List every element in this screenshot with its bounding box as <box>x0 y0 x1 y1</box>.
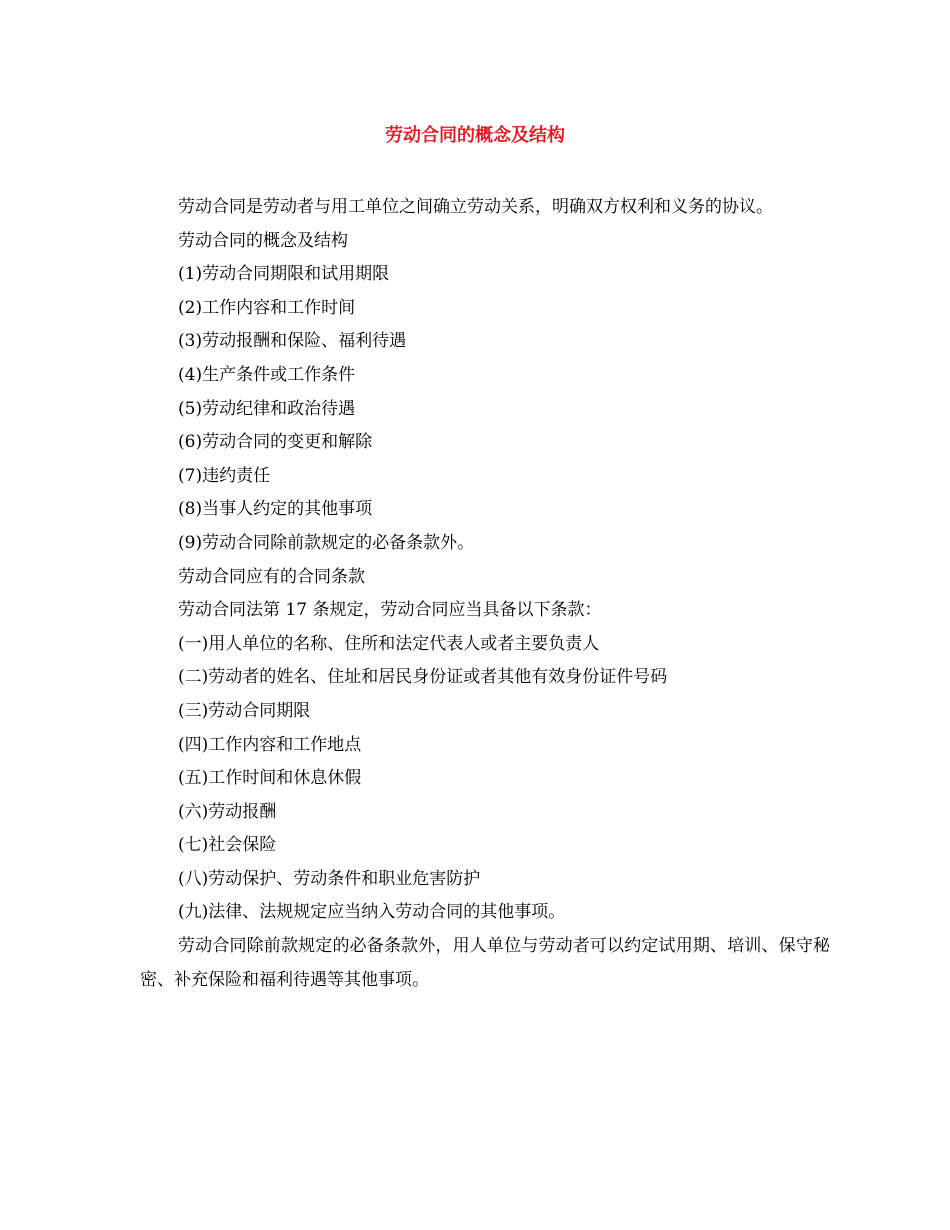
list-item: (4)生产条件或工作条件 <box>178 364 356 385</box>
list-item: (7)违约责任 <box>178 465 271 486</box>
closing-paragraph: 劳动合同除前款规定的必备条款外，用人单位与劳动者可以约定试用期、培训、保守秘密、补充保险和福利待遇等其他事项。 <box>140 936 830 990</box>
list-item: (2)工作内容和工作时间 <box>178 297 356 318</box>
clause-item: (八)劳动保护、劳动条件和职业危害防护 <box>178 868 481 889</box>
clause-item: (七)社会保险 <box>178 835 277 856</box>
list-item: (9)劳动合同除前款规定的必备条款外。 <box>178 532 475 553</box>
clause-item: (六)劳动报酬 <box>178 801 277 822</box>
clause-item: (四)工作内容和工作地点 <box>178 734 362 755</box>
clause-item: (九)法律、法规规定应当纳入劳动合同的其他事项。 <box>178 902 566 923</box>
list-item: (8)当事人约定的其他事项 <box>178 499 373 520</box>
document-title: 劳动合同的概念及结构 <box>385 125 565 146</box>
list-item: (6)劳动合同的变更和解除 <box>178 432 373 453</box>
section-heading-clauses: 劳动合同应有的合同条款 <box>178 566 365 587</box>
section-heading-structure: 劳动合同的概念及结构 <box>178 230 348 251</box>
clause-item: (二)劳动者的姓名、住址和居民身份证或者其他有效身份证件号码 <box>178 667 668 688</box>
list-item: (1)劳动合同期限和试用期限 <box>178 264 390 285</box>
intro-paragraph: 劳动合同是劳动者与用工单位之间确立劳动关系，明确双方权利和义务的协议。 <box>178 197 773 217</box>
section-intro: 劳动合同法第 17 条规定，劳动合同应当具备以下条款： <box>178 600 602 621</box>
clause-item: (三)劳动合同期限 <box>178 700 311 721</box>
list-item: (5)劳动纪律和政治待遇 <box>178 398 356 419</box>
list-item: (3)劳动报酬和保险、福利待遇 <box>178 331 407 352</box>
document-body <box>140 191 830 997</box>
clause-item: (五)工作时间和休息休假 <box>178 768 362 789</box>
clause-item: (一)用人单位的名称、住所和法定代表人或者主要负责人 <box>178 633 600 654</box>
